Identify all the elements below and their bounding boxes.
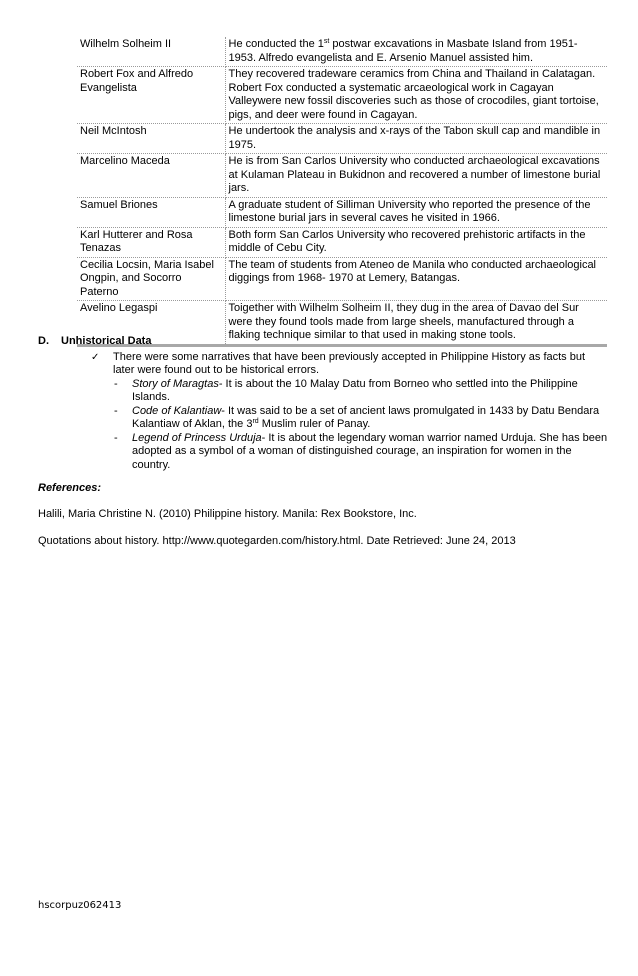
description-text: He is from San Carlos University who conducted archaeological excavations at Kulaman Plateau in Bukidnon and recovered a number of limestone burial jars. — [228, 155, 601, 194]
archaeologists-table — [77, 37, 607, 347]
person-name: Avelino Legaspi — [77, 301, 225, 346]
person-description — [225, 197, 607, 227]
section-title: Unhistorical Data — [61, 335, 152, 347]
person-name: Samuel Briones — [77, 197, 225, 227]
description-text: He conducted the 1 — [228, 38, 324, 50]
table-row — [77, 154, 607, 198]
reference-item: Halili, Maria Christine N. (2010) Philippine history. Manila: Rex Bookstore, Inc. — [38, 508, 417, 520]
bullet-item — [91, 351, 608, 378]
ordinal-suffix: st — [323, 38, 330, 45]
person-description — [225, 67, 607, 124]
person-name: Neil McIntosh — [77, 124, 225, 154]
person-description — [225, 257, 607, 301]
item-text — [132, 432, 608, 473]
item-body: - It is about the 10 Malay Datu from Borneo who settled into the Philippine Islands. — [132, 377, 578, 403]
person-name: Marcelino Maceda — [77, 154, 225, 198]
table-row — [77, 124, 607, 154]
description-text: A graduate student of Silliman University who reported the presence of the limestone burial jars in several caves he visited in 1966. — [228, 198, 591, 224]
description-text: He undertook the analysis and x-rays of the Tabon skull cap and mandible in 1975. — [228, 125, 601, 151]
description-text-cont: postwar excavations in Masbate Island from 1951-1953. Alfredo evangelista and E. Arsenio Manuel assisted him. — [228, 38, 578, 64]
table-row — [77, 67, 607, 124]
section-unhistorical-data — [38, 335, 608, 472]
item-title: Code of Kalantiaw — [132, 404, 222, 417]
item-body: - It was said to be a set of ancient laws promulgated in 1433 by Datu Bendara Kalantiaw of Aklan, the 3 — [132, 404, 600, 430]
person-name: Wilhelm Solheim II — [77, 37, 225, 67]
table-row — [77, 37, 607, 67]
list-item — [114, 432, 608, 473]
person-name: Robert Fox and Alfredo Evangelista — [77, 67, 225, 124]
table-row — [77, 227, 607, 257]
unhistorical-list — [38, 378, 608, 473]
person-description — [225, 154, 607, 198]
item-title: Legend of Princess Urduja — [132, 431, 262, 444]
person-description — [225, 227, 607, 257]
description-text: The team of students from Ateneo de Manila who conducted archaeological diggings from 1968- 1970 at Lemery, Batangas. — [228, 258, 597, 284]
references-title: References: — [38, 482, 101, 494]
list-item — [114, 378, 608, 405]
description-text: Toigether with Wilhelm Solheim II, they dug in the area of Davao del Sur were they found tools made from large sheels, manufactured through a flaking technique similar to that used in making stone tools. — [228, 302, 579, 341]
item-text — [132, 405, 608, 432]
person-description — [225, 124, 607, 154]
description-text: Both form San Carlos University who recovered prehistoric artifacts in the middle of Cebu City. — [228, 228, 586, 254]
person-description — [225, 37, 607, 67]
section-letter: D. — [38, 335, 49, 347]
item-text — [132, 378, 608, 405]
ordinal-suffix: rd — [252, 418, 259, 425]
item-title: Story of Maragtas — [132, 377, 219, 390]
person-name: Cecilia Locsin, Maria Isabel Ongpin, and Socorro Paterno — [77, 257, 225, 301]
checkmark-icon: ✓ — [91, 351, 100, 363]
dash-marker: - — [114, 377, 118, 390]
table-row — [77, 257, 607, 301]
section-heading — [38, 335, 608, 349]
table-body — [77, 37, 607, 345]
bullet-text: There were some narratives that have been previously accepted in Philippine History as facts but later were found out to be historical errors. — [113, 350, 586, 376]
item-body: - It is about the legendary woman warrior named Urduja. She has been adopted as a symbol of a woman of distinguished courage, an inspiration for women in the country. — [132, 431, 608, 471]
dash-marker: - — [114, 431, 118, 444]
reference-item: Quotations about history. http://www.quotegarden.com/history.html. Date Retrieved: June 24, 2013 — [38, 535, 516, 547]
dash-marker: - — [114, 404, 118, 417]
table-row — [77, 197, 607, 227]
list-item — [114, 405, 608, 432]
page-footer: hscorpuz062413 — [38, 900, 122, 911]
person-name: Karl Hutterer and Rosa Tenazas — [77, 227, 225, 257]
item-body-cont: Muslim ruler of Panay. — [258, 418, 371, 430]
description-text: They recovered tradeware ceramics from China and Thailand in Calatagan. Robert Fox conducted a systematic arcaeological work in Cagayan Valleywere new fossil discoveries such as those of crocodiles, giant tortoise, pigs, and deer were found in Cagayan. — [228, 68, 599, 121]
